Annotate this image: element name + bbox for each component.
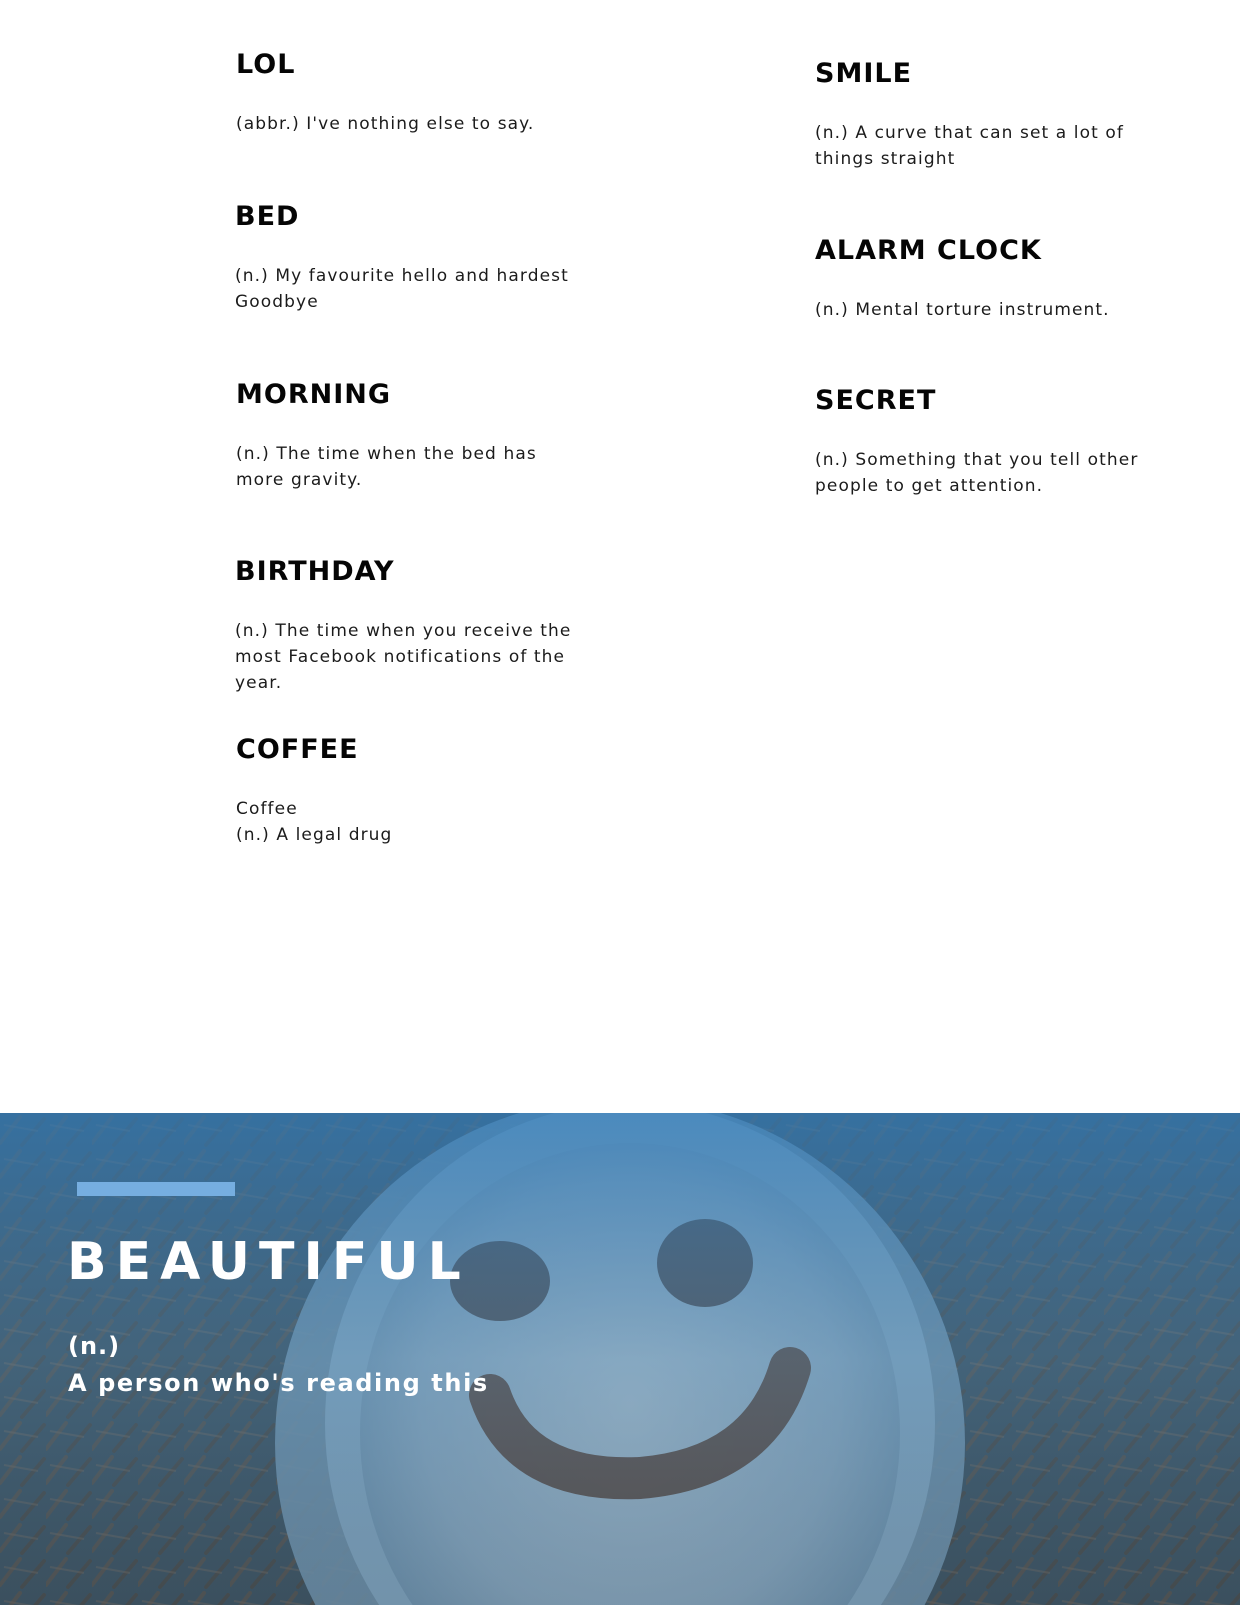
entry-alarm-clock (815, 234, 1110, 320)
definition-line: most Facebook notifications of the (235, 647, 566, 667)
hero-part-of-speech: (n.) (68, 1332, 121, 1360)
definition-line: people to get attention. (815, 476, 1044, 496)
entry-smile (815, 57, 1124, 169)
entry-definition (235, 263, 569, 315)
entry-term: COFFEE (236, 734, 359, 765)
entry-term: LOL (236, 49, 296, 80)
definition-line: (n.) A curve that can set a lot of (815, 123, 1124, 143)
hero-title: BEAUTIFUL (67, 1232, 470, 1292)
hero-banner (0, 1113, 1240, 1605)
entry-lol (236, 48, 535, 134)
entry-definition (815, 120, 1124, 172)
entry-term: ALARM CLOCK (815, 235, 1042, 266)
hero-definition: A person who's reading this (68, 1369, 489, 1397)
definition-line: Goodbye (235, 292, 319, 312)
definition-line: (n.) Something that you tell other (815, 450, 1139, 470)
entry-bed (235, 200, 569, 312)
definition-line: (abbr.) I've nothing else to say. (236, 114, 535, 134)
entry-birthday (235, 555, 572, 693)
definition-line: more gravity. (236, 470, 363, 490)
entry-definition (236, 111, 534, 137)
entry-definition (815, 447, 1138, 499)
entry-definition (236, 796, 392, 848)
definition-line: (n.) The time when you receive the (235, 621, 572, 641)
definition-line: things straight (815, 149, 956, 169)
entry-morning (236, 378, 537, 490)
entry-definition (236, 441, 537, 493)
accent-bar (77, 1182, 235, 1196)
entry-coffee (236, 733, 393, 845)
definition-line: (n.) The time when the bed has (236, 444, 537, 464)
entry-term: SMILE (815, 58, 913, 89)
entry-term: BED (235, 201, 300, 232)
definition-line: (n.) Mental torture instrument. (815, 300, 1110, 320)
entry-term: MORNING (236, 379, 392, 410)
entry-term: SECRET (815, 385, 937, 416)
definition-line: (n.) A legal drug (236, 825, 393, 845)
entry-definition (235, 618, 571, 696)
definition-line: year. (235, 673, 283, 693)
entry-definition (815, 297, 1110, 323)
definition-line: (n.) My favourite hello and hardest (235, 266, 569, 286)
entry-secret (815, 384, 1139, 496)
entry-term: BIRTHDAY (235, 556, 395, 587)
definition-line: Coffee (236, 799, 298, 819)
